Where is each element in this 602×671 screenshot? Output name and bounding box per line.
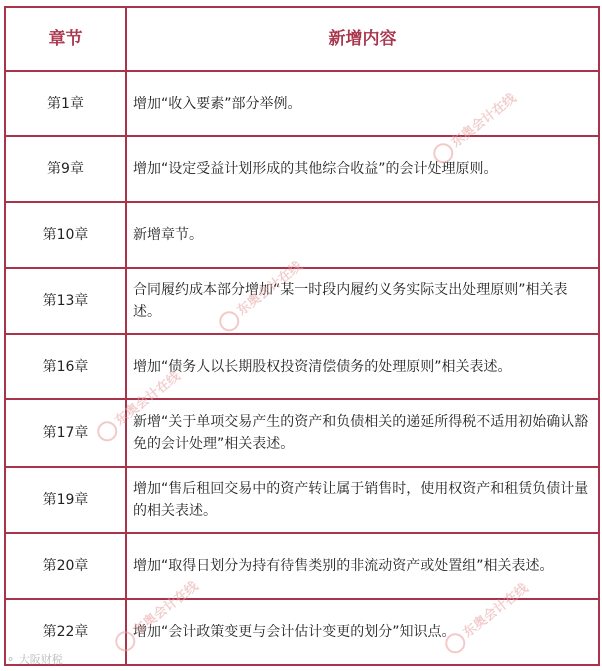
table-row [5,533,599,599]
table-row [5,399,599,467]
content-cell: 合同履约成本部分增加“某一时段内履约义务实际支出处理原则”相关表述。 [126,268,599,334]
chapter-cell: 第16章 [5,334,126,399]
table-row [5,467,599,533]
table-row [5,334,599,399]
content-cell: 新增“关于单项交易产生的资产和负债相关的递延所得税不适用初始确认豁免的会计处理”相关表述。 [126,399,599,467]
watermark-brand: 东奥会计在线 [460,580,532,641]
content-cell: 增加“会计政策变更与会计估计变更的划分”知识点。 [126,599,599,665]
content-cell: 新增章节。 [126,202,599,268]
watermark-brand: 东奥会计在线 [448,90,520,151]
content-cell: 增加“取得日划分为持有待售类别的非流动资产或处置组”相关表述。 [126,533,599,599]
content-cell: 增加“债务人以长期股权投资清偿债务的处理原则”相关表述。 [126,334,599,399]
credit-text: 大阪财税 [18,653,63,666]
chapter-cell: 第20章 [5,533,126,599]
chapter-changes-table [4,6,600,666]
watermark-brand: 东奥会计在线 [130,578,202,639]
chapter-cell: 第9章 [5,136,126,202]
table-row [5,136,599,202]
watermark-brand: 东奥会计在线 [234,258,306,319]
table-row [5,71,599,136]
chapter-cell: 第17章 [5,399,126,467]
image-credit [6,651,63,667]
table-row [5,268,599,334]
content-cell: 增加“售后租回交易中的资产转让属于销售时，使用权资产和租赁负债计量的相关表述。 [126,467,599,533]
chapter-cell: 第10章 [5,202,126,268]
watermark-brand: 东奥会计在线 [112,368,184,429]
content-cell: 增加“收入要素”部分举例。 [126,71,599,136]
chapter-cell: 第1章 [5,71,126,136]
credit-logo-icon: ⚬ [6,653,16,666]
header-content: 新增内容 [126,7,599,71]
header-chapter: 章节 [5,7,126,71]
chapter-cell: 第22章 [5,599,126,665]
content-cell: 增加“设定受益计划形成的其他综合收益”的会计处理原则。 [126,136,599,202]
table-row [5,599,599,665]
chapter-cell: 第13章 [5,268,126,334]
table-header-row [5,7,599,71]
chapter-cell: 第19章 [5,467,126,533]
table-row [5,202,599,268]
